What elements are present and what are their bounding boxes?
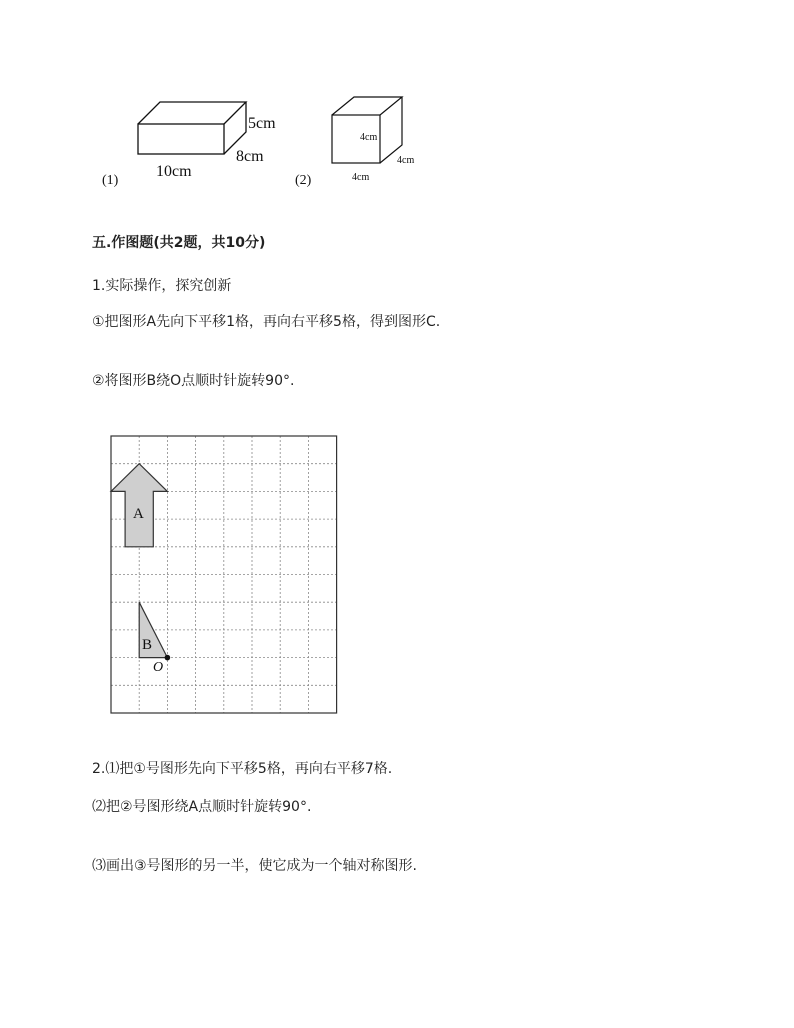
box-figure [90,90,300,190]
box-front-face [138,124,224,154]
box-depth-label: 8cm [236,148,264,165]
cube-depth-label: 4cm [397,155,415,166]
q2-part3: ⑶画出③号图形的另一半，使它成为一个轴对称图形. [92,858,417,874]
q1-title: 1.实际操作，探究创新 [92,278,232,294]
box-top-face [138,102,246,124]
box-length-label: 10cm [156,163,192,180]
cube-height-label: 4cm [360,132,378,143]
q1-part1: ①把图形A先向下平移1格，再向右平移5格，得到图形C. [92,314,441,330]
q2-part1: 2.⑴把①号图形先向下平移5格，再向右平移7格. [92,761,393,777]
cube-side-face [380,97,402,163]
cube-top-face [332,97,402,115]
figure-b-label: B [142,637,153,653]
figure-a-label: A [133,506,144,522]
q2-part2: ⑵把②号图形绕A点顺时针旋转90°. [92,799,312,815]
grid-figure [100,425,350,725]
cube-figure [292,90,432,190]
q1-part2: ②将图形B绕O点顺时针旋转90°. [92,373,295,389]
box-side-face [224,102,246,154]
section-heading: 五.作图题(共2题，共10分) [92,235,266,251]
cube-figure-number: (2) [295,173,312,188]
box-height-label: 5cm [248,115,276,132]
box-figure-number: (1) [102,173,119,188]
cube-width-label: 4cm [352,172,370,183]
point-o-label: O [153,660,164,675]
point-o-dot [165,655,171,661]
